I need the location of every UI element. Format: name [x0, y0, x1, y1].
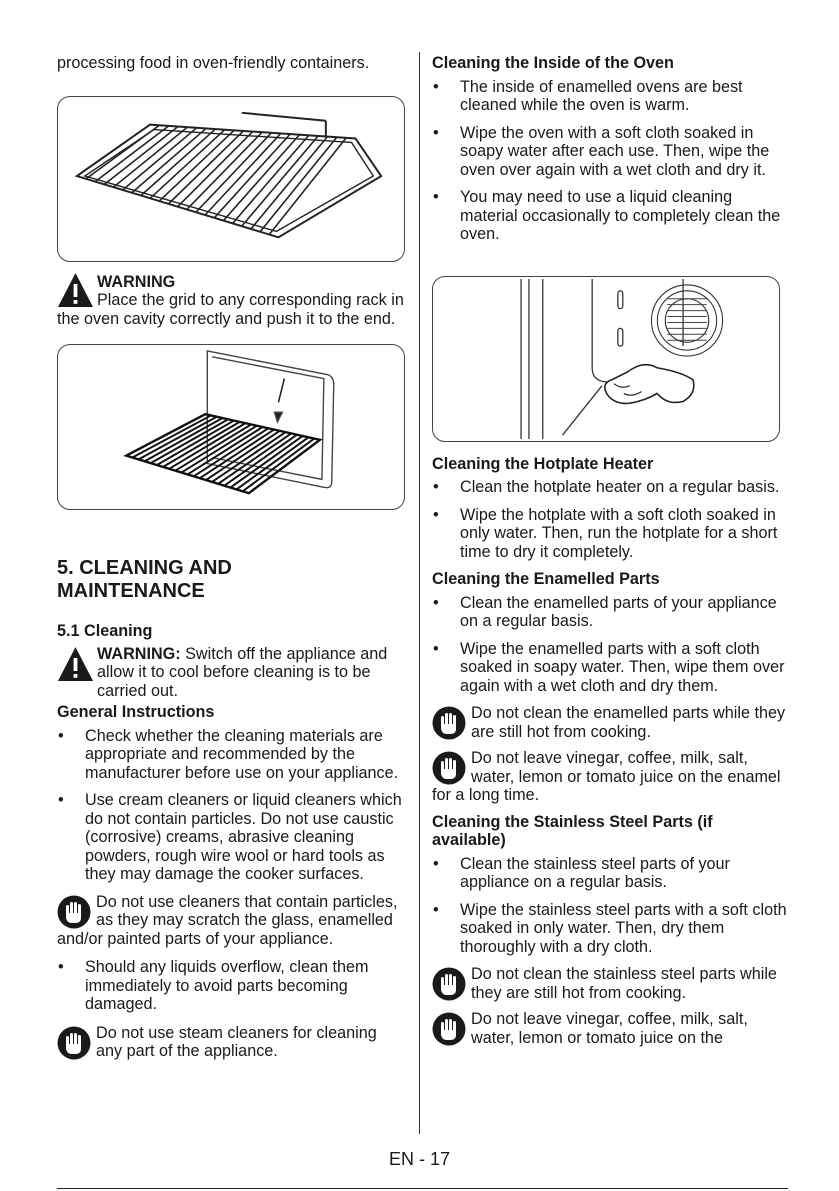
column-divider — [419, 52, 420, 1134]
grid-wire — [242, 135, 318, 225]
hand-stop-icon — [432, 751, 466, 785]
hand-stop-icon — [432, 1012, 466, 1046]
oven-wiping-figure — [432, 276, 780, 442]
caution-note: Do not leave vinegar, coffee, milk, salt, water, lemon or tomato juice on the — [432, 1010, 788, 1047]
warning-title: WARNING — [97, 272, 176, 291]
warning-label: WARNING: — [97, 644, 181, 663]
grid-wire — [214, 134, 290, 218]
list-item: • The inside of enamelled ovens are best cleaned while the oven is warm. — [433, 77, 743, 114]
list-item: • Clean the stainless steel parts of your appliance on a regular basis. — [433, 854, 730, 891]
section-title: 5. CLEANING AND MAINTENANCE — [57, 557, 232, 602]
grid-wire — [233, 135, 309, 223]
intro-text: processing food in oven-friendly containers. — [57, 54, 370, 72]
grid-insert-illustration — [58, 345, 404, 509]
list-item: • Use cream cleaners or liquid cleaners which do not contain particles. Do not use caustic (corrosive) creams, abrasive cleaning powders, rough wire wool or hard tools as they may damage the cooker surfaces. — [58, 791, 402, 883]
caution-note: Do not use cleaners that contain particles, as they may scratch the glass, enamelled and/or painted parts of your appliance. — [57, 892, 398, 948]
hand-stop-icon — [57, 1026, 91, 1060]
list-item: • Clean the enamelled parts of your appliance on a regular basis. — [433, 593, 777, 630]
general-instructions-heading: General Instructions — [57, 703, 215, 721]
list-item: • Clean the hotplate heater on a regular basis. — [433, 478, 780, 496]
caution-note: Do not clean the stainless steel parts while they are still hot from cooking. — [432, 965, 788, 1002]
warning-triangle-icon — [57, 271, 94, 309]
list-item: • Wipe the hotplate with a soft cloth soaked in only water. Then, run the hotplate for a short time to dry it completely. — [433, 505, 778, 561]
hand-stop-icon — [432, 967, 466, 1001]
warning-grid-placement — [57, 271, 407, 329]
hotplate-heading: Cleaning the Hotplate Heater — [432, 454, 654, 473]
warning-triangle-icon — [57, 645, 94, 683]
oven-cleaning-heading: Cleaning the Inside of the Oven — [432, 54, 674, 72]
footer-rule — [57, 1188, 788, 1189]
hand-stop-icon — [57, 895, 91, 929]
list-item: • Wipe the stainless steel parts with a soft cloth soaked in only water. Then, dry them thoroughly with a dry cloth. — [433, 900, 787, 956]
caution-note: Do not clean the enamelled parts while they are still hot from cooking. — [432, 704, 788, 741]
left-column — [57, 54, 407, 1069]
list-item: • Wipe the enamelled parts with a soft cloth soaked in soapy water. Then, wipe them over again with a wet cloth and dry them. — [433, 639, 785, 695]
stainless-steel-heading: Cleaning the Stainless Steel Parts (if available) — [432, 812, 713, 849]
warning-text: Switch off the appliance and allow it to cool before cleaning is to be carried out. — [97, 644, 388, 700]
page-number: EN - 17 — [388, 1149, 451, 1169]
grid-shelf-illustration — [58, 97, 404, 261]
list-item: • Wipe the oven with a soft cloth soaked in soapy water after each use. Then, wipe the oven over again with a wet cloth and dry it. — [433, 123, 770, 179]
list-item: • You may need to use a liquid cleaning material occasionally to completely clean the oven. — [433, 188, 781, 243]
enamelled-parts-heading: Cleaning the Enamelled Parts — [432, 570, 660, 588]
grid-shelf-figure — [57, 96, 405, 262]
list-item: • Check whether the cleaning materials are appropriate and recommended by the manufacturer before use on your appliance. — [58, 726, 399, 782]
grid-wire — [260, 137, 337, 231]
grid-wire — [95, 125, 168, 181]
list-item: • Should any liquids overflow, clean them immediately to avoid parts becoming damaged. — [58, 958, 369, 1013]
hand-stop-icon — [432, 706, 466, 740]
caution-note: Do not use steam cleaners for cleaning any part of the appliance. — [57, 1024, 407, 1061]
right-column — [432, 54, 788, 1055]
grid-wire — [223, 134, 299, 220]
grid-wire — [205, 133, 281, 215]
grid-wire — [114, 127, 188, 187]
grid-insert-figure — [57, 344, 405, 510]
warning-text: Place the grid to any corresponding rack in the oven cavity correctly and push it to the end. — [57, 291, 404, 328]
oven-wiping-illustration — [433, 277, 779, 441]
caution-note: Do not leave vinegar, coffee, milk, salt, water, lemon or tomato juice on the enamel for a long time. — [432, 749, 781, 804]
subsection-title: 5.1 Cleaning — [57, 622, 153, 640]
warning-switch-off — [57, 645, 407, 701]
